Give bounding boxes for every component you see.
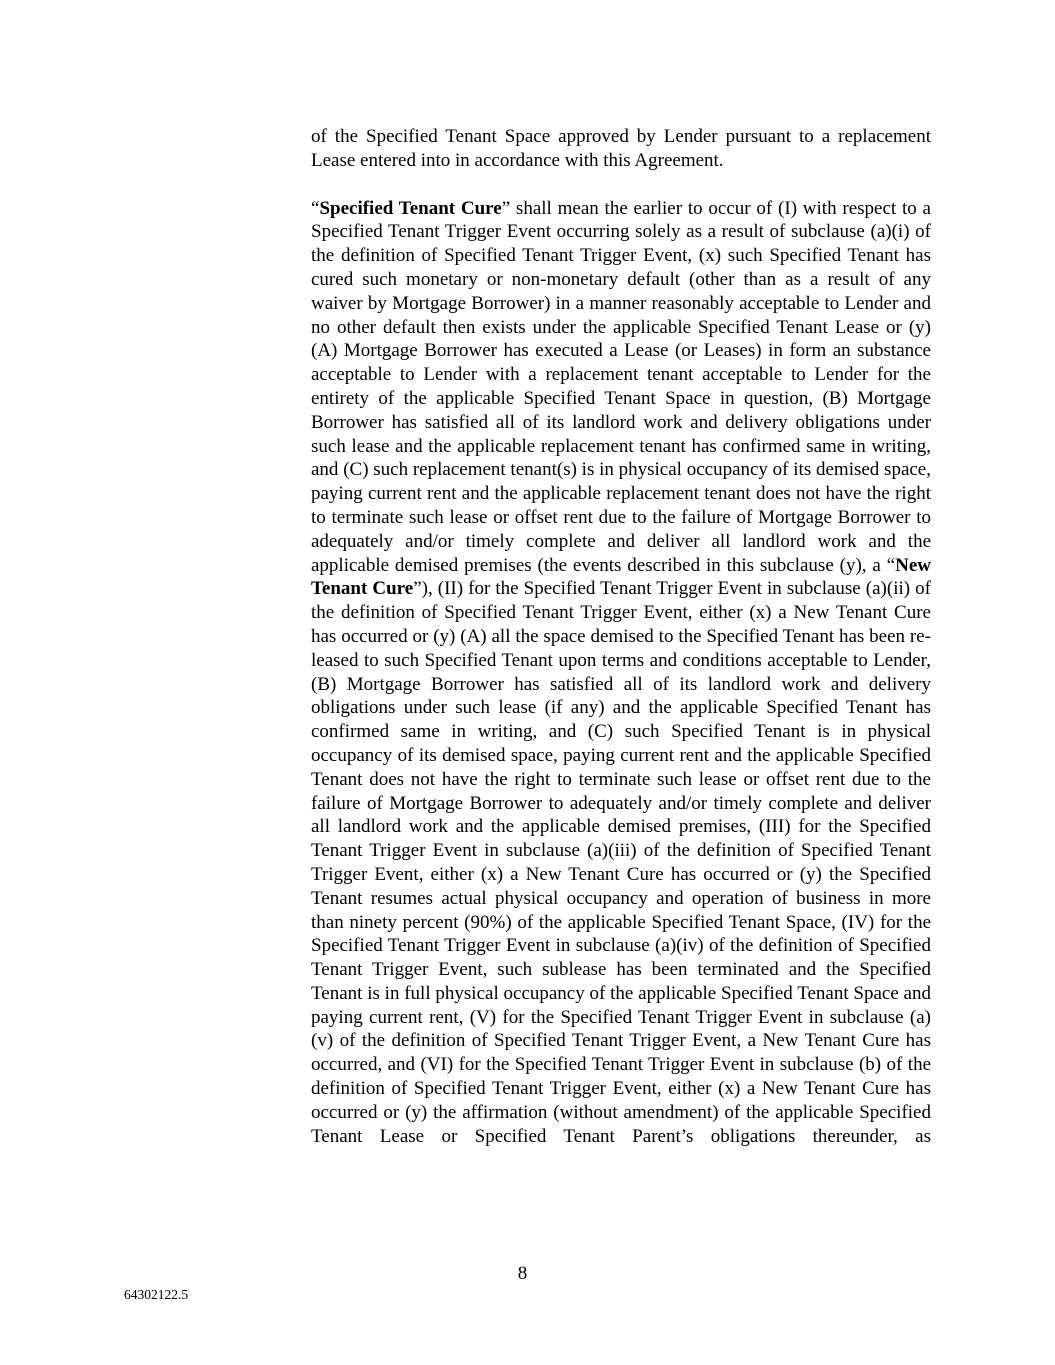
document-id: 64302122.5 xyxy=(124,1287,189,1302)
definition-text-part-2: ”), (II) for the Specified Tenant Trigger Event in subclause (a)(ii) of the definition of Specified Tenant Trigger Event, either (x) a New Tenant Cure has occurred or (y) (A) all the space demised to the Specified Tenant has been re-leased to such Specified Tenant upon terms and conditions acceptable to Lender, (B) Mortgage Borrower has satisfied all of its landlord work and delivery obligations under such lease (if any) and the applicable Specified Tenant has confirmed same in writing, and (C) such Specified Tenant is in physical occupancy of its demised space, paying current rent and the applicable Specified Tenant does not have the right to terminate such lease or offset rent due to the failure of Mortgage Borrower to adequately and/or timely complete and deliver all landlord work and the applicable demised premises, (III) for the Specified Tenant Trigger Event in subclause (a)(iii) of the definition of Specified Tenant Trigger Event, either (x) a New Tenant Cure has occurred or (y) the Specified Tenant resumes actual physical occupancy and operation of business in more than ninety percent (90%) of the applicable Specified Tenant Space, (IV) for the Specified Tenant Trigger Event in subclause (a)(iv) of the definition of Specified Tenant Trigger Event, such sublease has been terminated and the Specified Tenant is in full physical occupancy of the applicable Specified Tenant Space and paying current rent, (V) for the Specified Tenant Trigger Event in subclause (a)(v) of the definition of Specified Tenant Trigger Event, a New Tenant Cure has occurred, and (VI) for the Specified Tenant Trigger Event in subclause (b) of the definition of Specified Tenant Trigger Event, either (x) a New Tenant Cure has occurred or (y) the affirmation (without amendment) of the applicable Specified Tenant Lease or Specified Tenant Parent’s obligations thereunder, as xyxy=(311,578,931,1147)
paragraph-specified-tenant-cure xyxy=(311,197,931,1149)
page-number: 8 xyxy=(517,1263,528,1284)
definition-text-part-1: ” shall mean the earlier to occur of (I) with respect to a Specified Tenant Trigger Event occurring solely as a result of subclause (a)(i) of the definition of Specified Tenant Trigger Event, (x) such Specified Tenant has cured such monetary or non-monetary default (other than as a result of any waiver by Mortgage Borrower) in a manner reasonably acceptable to Lender and no other default then exists under the applicable Specified Tenant Lease or (y) (A) Mortgage Borrower has executed a Lease (or Leases) in form an substance acceptable to Lender with a replacement tenant acceptable to Lender for the entirety of the applicable Specified Tenant Space in question, (B) Mortgage Borrower has satisfied all of its landlord work and delivery obligations under such lease and the applicable replacement tenant has confirmed same in writing, and (C) such replacement tenant(s) is in physical occupancy of its demised space, paying current rent and the applicable replacement tenant does not have the right to terminate such lease or offset rent due to the failure of Mortgage Borrower to adequately and/or timely complete and deliver all landlord work and the applicable demised premises (the events described in this subclause (y), a “ xyxy=(311,197,931,576)
defined-term-specified-tenant-cure: Specified Tenant Cure xyxy=(319,197,502,219)
paragraph-continuation: of the Specified Tenant Space approved by Lender pursuant to a replacement Lease entered into in accordance with this Agreement. xyxy=(311,126,931,171)
document-body xyxy=(311,125,931,1148)
defined-term-new-tenant-cure: New Tenant Cure xyxy=(311,554,931,600)
open-quote: “ xyxy=(311,197,320,219)
